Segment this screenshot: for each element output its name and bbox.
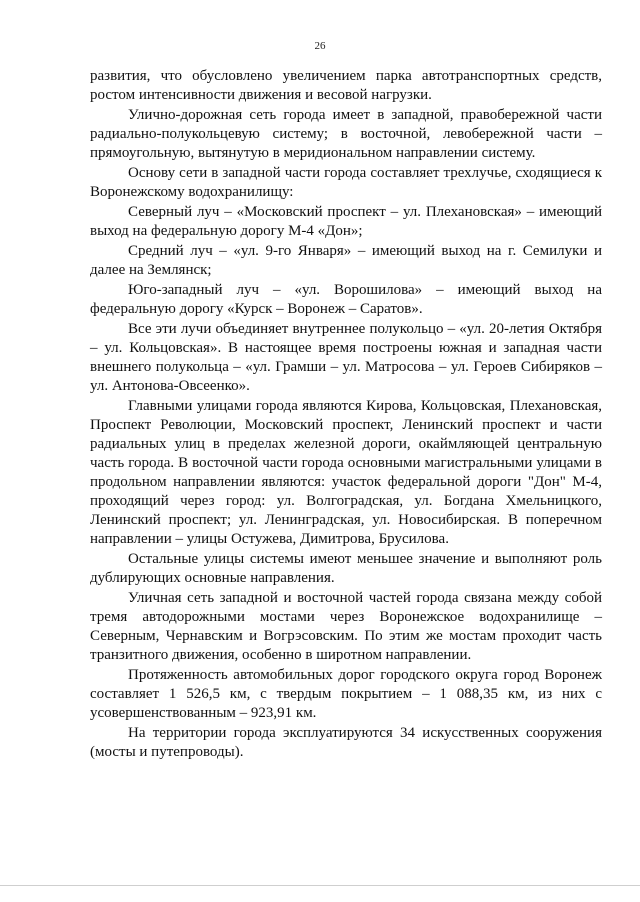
paragraph-structures: На территории города эксплуатируются 34 искусственных сооружения (мосты и путепроводы). (90, 725, 602, 760)
paragraph-road-network: Улично-дорожная сеть города имеет в западной, правобережной части радиально-полукольцевую систему; в восточной, левобережной части – прямоугольную, вытянутую в меридиональном направлении систему. (90, 107, 602, 161)
paragraph-continuation: развития, что обусловлено увеличением парка автотранспортных средств, ростом интенсивности движения и весовой нагрузки. (90, 68, 602, 103)
bottom-divider (0, 885, 640, 886)
paragraph-southwest-ray: Юго-западный луч – «ул. Ворошилова» – имеющий выход на федеральную дорогу «Курск – Воронеж – Саратов». (90, 282, 602, 317)
paragraph-north-ray: Северный луч – «Московский проспект – ул. Плехановская» – имеющий выход на федеральную дорогу М-4 «Дон»; (90, 204, 602, 239)
paragraph-western-basis: Основу сети в западной части города составляет трехлучье, сходящиеся к Воронежскому водохранилищу: (90, 165, 602, 200)
document-body (90, 67, 602, 763)
paragraph-road-length: Протяженность автомобильных дорог городского округа город Воронеж составляет 1 526,5 км, с твердым покрытием – 1 088,35 км, из них с усовершенствованным – 923,91 км. (90, 667, 602, 721)
paragraph-other-streets: Остальные улицы системы имеют меньшее значение и выполняют роль дублирующих основные направления. (90, 551, 602, 586)
paragraph-semi-ring: Все эти лучи объединяет внутреннее полукольцо – «ул. 20-летия Октября – ул. Кольцовская». В настоящее время построены южная и западная части внешнего полукольца – «ул. Грамши – ул. Матросова – ул. Героев Сибиряков – ул. Антонова-Овсеенко». (90, 321, 602, 394)
page-number: 26 (314, 40, 326, 52)
paragraph-middle-ray: Средний луч – «ул. 9-го Января» – имеющий выход на г. Семилуки и далее на Землянск; (90, 243, 602, 278)
paragraph-bridges: Уличная сеть западной и восточной частей города связана между собой тремя автодорожными мостами через Воронежское водохранилище – Северным, Чернавским и Вогрэсовским. По этим же мостам проходит часть транзитного движения, особенно в широтном направлении. (90, 590, 602, 663)
paragraph-main-streets: Главными улицами города являются Кирова, Кольцовская, Плехановская, Проспект Революции, Московский проспект, Ленинский проспект и части радиальных улиц в пределах железной дороги, окаймляющей центральную часть города. В восточной части города основными магистральными улицами в продольном направлении являются: участок федеральной дороги "Дон" М-4, проходящий через город: ул. Волгоградская, ул. Богдана Хмельницкого, Ленинский проспект; ул. Ленинградская, ул. Новосибирская. В поперечном направлении – улицы Остужева, Димитрова, Брусилова. (90, 398, 602, 547)
